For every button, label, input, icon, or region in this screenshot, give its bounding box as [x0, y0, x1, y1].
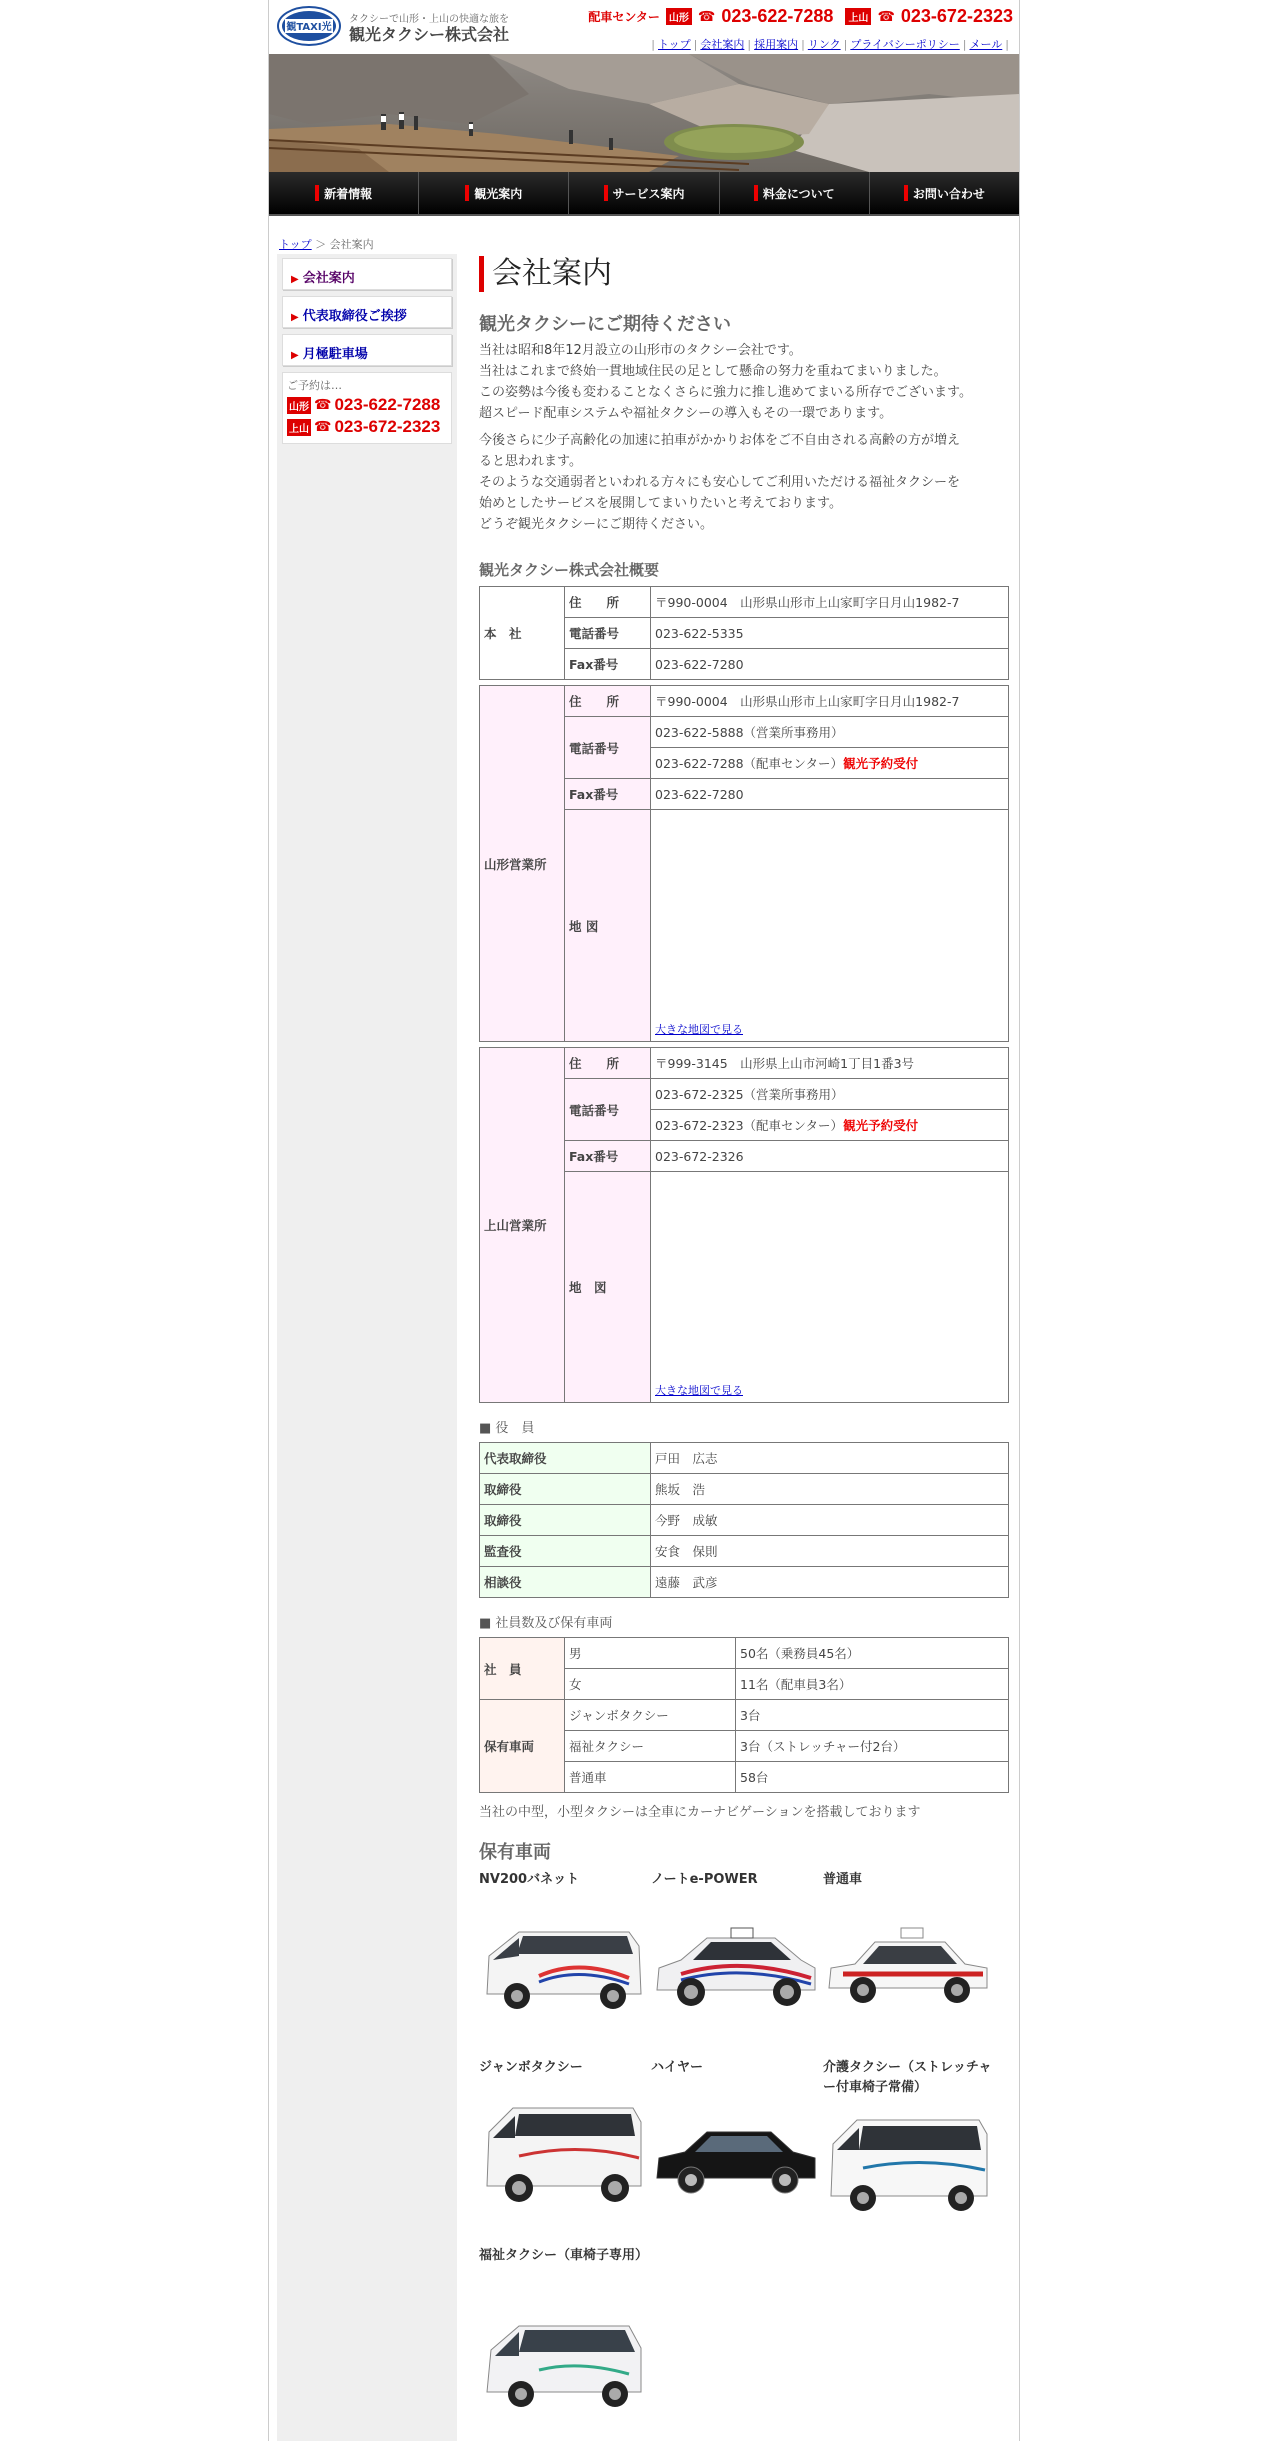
table-row [480, 1443, 1009, 1474]
company-name[interactable]: 観光タクシー株式会社 [349, 25, 510, 44]
kaminoyama-tel-dispatch: 023-672-2323（配車センター） [655, 1118, 844, 1133]
care-van-image [823, 2104, 993, 2228]
breadcrumb [279, 236, 374, 252]
logo-tagline: タクシーで山形・上山の快適な旅を [349, 14, 509, 25]
yamagata-tel-dispatch-cell [651, 748, 1009, 779]
kaminoyama-tel-dispatch-cell [651, 1110, 1009, 1141]
staff-key: 女 [565, 1669, 736, 1700]
staff-value: 11名（配車員3名） [736, 1669, 1009, 1700]
sidebar-item-parking[interactable] [282, 334, 452, 366]
nav-label: 料金について [762, 186, 835, 201]
vehicle-card [823, 1870, 993, 1890]
staff-label: 社 員 [480, 1638, 565, 1700]
intro-line: 超スピード配車システムや福祉タクシーの導入もその一環であります。 [479, 406, 893, 421]
yamagata-office-table [479, 685, 1009, 1042]
lead-title: 観光タクシーにご期待ください [479, 314, 731, 335]
yamagata-fax: 023-622-7280 [651, 779, 1009, 810]
larger-map-link[interactable]: 大きな地図で見る [655, 1023, 743, 1036]
top-links: | トップ | 会社案内 | 採用案内 | リンク | プライバシーポリシー | メール | [651, 38, 1009, 51]
top-link-mail[interactable]: メール [969, 38, 1003, 51]
map-embed[interactable] [651, 1172, 1009, 1403]
hq-fax: 023-622-7280 [651, 649, 1009, 680]
table-row [480, 1638, 1009, 1669]
fleet-key: 福祉タクシー [565, 1731, 736, 1762]
sidebar-item-label: 会社案内 [302, 271, 355, 286]
vehicle-name: ジャンボタクシー [479, 2060, 583, 2075]
intro-line: そのような交通弱者といわれる方々にも安心してご利用いただける福祉タクシーを [479, 475, 961, 490]
hq-table [479, 586, 1009, 680]
van-image [479, 1898, 649, 2022]
fleet-key: 普通車 [565, 1762, 736, 1793]
intro-line: 当社は昭和8年12月設立の山形市のタクシー会社です。 [479, 343, 802, 358]
vehicle-name: ハイヤー [651, 2060, 704, 2075]
phone-area-tag: 上山 [845, 8, 871, 25]
fleet-value: 58台 [736, 1762, 1009, 1793]
page [268, 0, 1020, 2441]
fax-label: Fax番号 [565, 649, 651, 680]
kaminoyama-address: 〒999-3145 山形県上山市河崎1丁目1番3号 [651, 1048, 1009, 1079]
top-link-recruit[interactable]: 採用案内 [754, 38, 799, 51]
table-row [480, 1474, 1009, 1505]
yamagata-tel-dispatch: 023-622-7288（配車センター） [655, 756, 844, 771]
nav-contact[interactable] [870, 172, 1019, 214]
intro-line: 今後さらに少子高齢化の加速に拍車がかかりお体をご不自由される高齢の方が増え [479, 433, 961, 448]
vehicle-card [479, 2246, 649, 2266]
fleet-key: ジャンボタクシー [565, 1700, 736, 1731]
officers-table [479, 1442, 1009, 1598]
vehicle-card [651, 2058, 821, 2078]
vehicle-card [479, 2058, 649, 2078]
address-label: 住 所 [565, 1048, 651, 1079]
svg-text:観TAXI光: 観TAXI光 [286, 22, 332, 33]
hire-car-image [651, 2086, 821, 2210]
officer-role: 代表取締役 [480, 1443, 651, 1474]
fleet-value: 3台（ストレッチャー付2台） [736, 1731, 1009, 1762]
intro-line: どうぞ観光タクシーにご期待ください。 [479, 517, 714, 532]
breadcrumb-sep: ＞ [315, 238, 327, 251]
nav-bar-icon [904, 185, 908, 201]
phone-area-tag: 上山 [287, 419, 311, 436]
address-label: 住 所 [565, 686, 651, 717]
intro-line: この姿勢は今後も変わることなくさらに強力に推し進めてまいる所存でございます。 [479, 385, 972, 400]
nav-label: 観光案内 [474, 186, 523, 201]
reserve-phone-number[interactable]: 023-672-2323 [334, 417, 441, 436]
nav-bar-icon [465, 185, 469, 201]
map-label: 地 図 [565, 810, 651, 1042]
telephone-icon: ☎ [314, 397, 332, 413]
staff-key: 男 [565, 1638, 736, 1669]
nav-bar-icon [604, 185, 608, 201]
larger-map-link[interactable]: 大きな地図で見る [655, 1384, 743, 1397]
officers-title: ■ 役 員 [479, 1421, 535, 1436]
officer-role: 取締役 [480, 1474, 651, 1505]
reserve-phone-row [287, 395, 447, 415]
breadcrumb-current: 会社案内 [329, 238, 374, 251]
vehicle-name: 普通車 [823, 1872, 863, 1887]
triangle-right-icon: ▶ [291, 312, 299, 323]
compact-car-image [651, 1898, 821, 2022]
overview-title: 観光タクシー株式会社概要 [479, 561, 660, 579]
reserve-label: ご予約は… [287, 379, 342, 392]
nav-sightseeing[interactable] [419, 172, 569, 214]
telephone-icon: ☎ [877, 8, 895, 25]
sedan-image [823, 1898, 993, 2022]
officer-name: 熊坂 浩 [651, 1474, 1009, 1505]
kaminoyama-office-table [479, 1047, 1009, 1403]
telephone-icon: ☎ [314, 419, 332, 435]
hq-label: 本 社 [480, 587, 565, 680]
yamagata-address: 〒990-0004 山形県山形市上山家町字日月山1982-7 [651, 686, 1009, 717]
vehicle-card [823, 2058, 993, 2098]
sidebar-item-company[interactable] [282, 258, 452, 290]
nav-label: お問い合わせ [912, 186, 985, 201]
officer-name: 遠藤 武彦 [651, 1567, 1009, 1598]
sidebar-item-label: 代表取締役ご挨拶 [302, 309, 407, 324]
reserve-phone-number[interactable]: 023-622-7288 [334, 395, 441, 414]
banner-image [269, 54, 1019, 172]
reservation-note: 観光予約受付 [843, 1118, 919, 1133]
intro-line: 始めとしたサービスを展開してまいりたいと考えております。 [479, 496, 842, 511]
nav-fares[interactable] [720, 172, 870, 214]
dispatch-label: 配車センター [588, 10, 660, 24]
top-link-company[interactable]: 会社案内 [700, 38, 745, 51]
page-title: 会社案内 [479, 256, 1009, 292]
fleet-value: 3台 [736, 1700, 1009, 1731]
header-phones [588, 6, 1013, 27]
nav-label: 新着情報 [324, 186, 373, 201]
vehicle-card [651, 1870, 821, 1890]
staff-value: 50名（乗務員45名） [736, 1638, 1009, 1669]
tel-label: 電話番号 [565, 717, 651, 779]
vehicle-card [479, 1870, 649, 1890]
yamagata-tel-office: 023-622-5888（営業所事務用） [651, 717, 1009, 748]
hq-tel: 023-622-5335 [651, 618, 1009, 649]
phone-area-tag: 山形 [287, 397, 311, 414]
site-header [269, 0, 1019, 54]
taxi-logo-icon[interactable] [277, 6, 341, 46]
staff-fleet-table [479, 1637, 1009, 1793]
triangle-right-icon: ▶ [291, 350, 299, 361]
sidebar [277, 254, 457, 2441]
fleet-label: 保有車両 [480, 1700, 565, 1793]
vehicle-name: NV200バネット [479, 1872, 580, 1887]
sidebar-item-label: 月極駐車場 [302, 347, 368, 362]
address-label: 住 所 [565, 587, 651, 618]
telephone-icon: ☎ [697, 8, 716, 25]
tel-label: 電話番号 [565, 1079, 651, 1141]
vehicle-name: 介護タクシー（ストレッチャー付車椅子常備） [823, 2060, 992, 2095]
officer-name: 安食 保則 [651, 1536, 1009, 1567]
top-link-links[interactable]: リンク [807, 38, 841, 51]
global-nav [269, 172, 1019, 216]
triangle-right-icon: ▶ [291, 274, 299, 285]
intro-line: ると思われます。 [479, 454, 582, 469]
officer-role: 監査役 [480, 1536, 651, 1567]
staff-title: ■ 社員数及び保有車両 [479, 1616, 613, 1631]
tel-label: 電話番号 [565, 618, 651, 649]
nav-label: サービス案内 [612, 186, 685, 201]
main-content [479, 254, 1009, 1864]
intro-paragraph [479, 430, 1009, 535]
vehicle-name: ノートe-POWER [651, 1872, 758, 1887]
hq-address: 〒990-0004 山形県山形市上山家町字日月山1982-7 [651, 587, 1009, 618]
fax-label: Fax番号 [565, 1141, 651, 1172]
top-link-home[interactable]: トップ [658, 38, 691, 51]
welfare-van-image [479, 2300, 649, 2424]
map-label: 地 図 [565, 1172, 651, 1403]
jumbo-van-image [479, 2086, 649, 2210]
fax-label: Fax番号 [565, 779, 651, 810]
reservation-note: 観光予約受付 [843, 756, 919, 771]
phone-area-tag: 山形 [666, 8, 692, 25]
yamagata-label: 山形営業所 [480, 686, 565, 1042]
map-embed[interactable] [651, 810, 1009, 1042]
table-row [480, 1505, 1009, 1536]
officer-role: 相談役 [480, 1567, 651, 1598]
navigation-note: 当社の中型，小型タクシーは全車にカーナビゲーションを搭載しております [479, 1805, 921, 1820]
vehicle-name: 福祉タクシー（車椅子専用） [479, 2248, 649, 2263]
table-row [480, 1567, 1009, 1598]
intro-paragraph [479, 340, 1009, 424]
table-row [480, 1536, 1009, 1567]
phone-number[interactable]: 023-622-7288 [721, 6, 834, 26]
kaminoyama-fax: 023-672-2326 [651, 1141, 1009, 1172]
nav-bar-icon [754, 185, 758, 201]
kaminoyama-tel-office: 023-672-2325（営業所事務用） [651, 1079, 1009, 1110]
intro-line: 当社はこれまで終始一貫地域住民の足として懸命の努力を重ねてまいりました。 [479, 364, 947, 379]
officer-role: 取締役 [480, 1505, 651, 1536]
sidebar-reserve-box [282, 372, 452, 444]
kaminoyama-label: 上山営業所 [480, 1048, 565, 1403]
table-row [480, 1700, 1009, 1731]
breadcrumb-home[interactable]: トップ [279, 238, 312, 251]
phone-number[interactable]: 023-672-2323 [900, 6, 1013, 26]
nav-services[interactable] [569, 172, 719, 214]
top-link-privacy[interactable]: プライバシーポリシー [850, 38, 960, 51]
officer-name: 今野 成敏 [651, 1505, 1009, 1536]
nav-bar-icon [315, 185, 319, 201]
sidebar-item-greeting[interactable] [282, 296, 452, 328]
reserve-phone-row [287, 417, 447, 437]
nav-news[interactable] [269, 172, 419, 214]
officer-name: 戸田 広志 [651, 1443, 1009, 1474]
vehicles-title: 保有車両 [479, 1842, 551, 1863]
